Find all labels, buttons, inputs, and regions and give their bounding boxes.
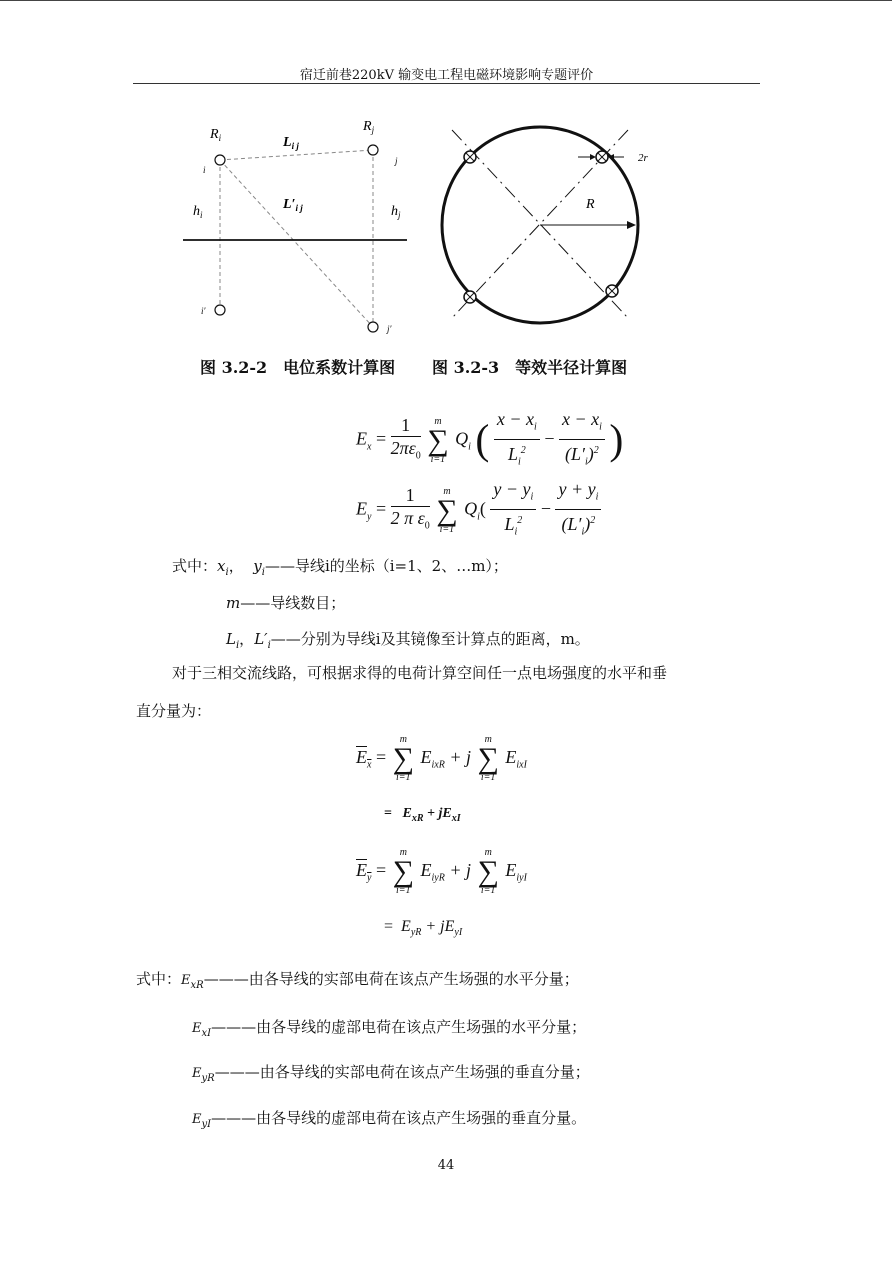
conductor-j xyxy=(368,145,378,155)
subconductor-top-left xyxy=(464,151,476,163)
where2-item-eyr: $E_{yR}———$由各导线的实部电荷在该点产生场强的垂直分量； xyxy=(192,1063,590,1084)
caption-right: 图 3.2-3 等效半径计算图 xyxy=(432,358,628,377)
subconductor-bottom-right xyxy=(606,285,618,297)
where-m: m——导线数目； xyxy=(226,594,346,612)
equation-ey-bar: $E_y$ = m ∑ i=1 $E_{iyR} + j$ m ∑ i=1 $E_{iyI}$ xyxy=(356,847,527,896)
svg-text:Ri: $R_i$ xyxy=(210,127,222,143)
caption-left: 图 3.2-2 电位系数计算图 xyxy=(200,358,396,377)
where-distances: $L_i$，$L'_i——$分别为导线i及其镜像至计算点的距离，m。 xyxy=(226,630,590,651)
label-2r: 2r xyxy=(638,152,648,164)
where2-item-exr: 式中：$E_{xR}———$由各导线的实部电荷在该点产生场强的水平分量； xyxy=(136,970,579,991)
paragraph-line-1: 对于三相交流线路，可根据求得的电荷计算空间任一点电场强度的水平和垂 xyxy=(172,664,668,682)
header-rule xyxy=(133,83,760,84)
line-lij xyxy=(220,150,373,160)
label-hi: h xyxy=(193,204,200,219)
label-ip: i′ xyxy=(201,306,206,316)
image-j xyxy=(368,322,378,332)
conductor-i xyxy=(215,155,225,165)
svg-text:Li j: $L_{i j}$ xyxy=(283,135,299,151)
label-R: R xyxy=(586,197,595,212)
where2-item-exi: $E_{xI}———$由各导线的虚部电荷在该点产生场强的水平分量； xyxy=(192,1018,587,1039)
equivalent-radius-figure xyxy=(430,118,660,343)
subconductor-top-right xyxy=(596,151,608,163)
label-hj: h xyxy=(391,204,398,219)
equation-ex-result: = $E_{xR} + jE_{xI}$ xyxy=(384,806,461,824)
label-rj: R xyxy=(363,119,372,134)
equation-ey-result: = $E_{yR} + jE_{yI}$ xyxy=(384,918,463,939)
top-border xyxy=(0,0,892,1)
where2-item-eyi: $E_{yI}———$由各导线的虚部电荷在该点产生场强的垂直分量。 xyxy=(192,1109,587,1130)
image-i xyxy=(215,305,225,315)
svg-text:hi: $h_i$ xyxy=(193,204,203,220)
label-jp: j′ xyxy=(387,324,392,334)
equation-ex-bar: $E_x$ = m ∑ i=1 $E_{ixR} + j$ m ∑ i=1 $E_{ixI}$ xyxy=(356,734,527,783)
page-number: 44 xyxy=(437,1158,455,1173)
radius-arrowhead xyxy=(627,221,636,229)
svg-text:L′i j: $L'_{i j}$ xyxy=(283,197,303,213)
svg-text:hj: $h_j$ xyxy=(391,204,401,220)
label-lpij: L′ xyxy=(283,197,296,212)
paragraph-line-2: 直分量为： xyxy=(136,702,212,720)
label-j: j xyxy=(395,156,398,166)
equation-ey: $E_y$ = $\frac{1}{2 \pi \varepsilon_0}$ m ∑ i=1 $Q_i$( $\frac{y - y_i}{L_i^2}$ − $\frac{y + y_i}{(L'_i)^2}$ xyxy=(356,478,601,543)
label-i: i xyxy=(203,165,206,175)
page-header: 宿迁前巷220kV 输变电工程电磁环境影响专题评价 xyxy=(299,68,594,83)
svg-text:Rj: $R_j$ xyxy=(363,119,375,135)
where-coords: 式中：$x_i$， $y_i——$导线i的坐标（i=1、2、…m）； xyxy=(172,557,508,578)
subconductor-bottom-left xyxy=(464,291,476,303)
label-ri: R xyxy=(210,127,219,142)
equation-ex: $E_x$ = $\frac{1}{2\pi\varepsilon_0}$ m ∑ i=1 $Q_i$ ( $\frac{x - x_i}{L_i^2}$ − $\frac{x - x_i}{(L'_i)^2}$ ) xyxy=(356,409,624,468)
label-lij: L xyxy=(283,135,292,150)
line-lpij xyxy=(220,160,373,327)
potential-coefficient-figure xyxy=(175,110,415,340)
